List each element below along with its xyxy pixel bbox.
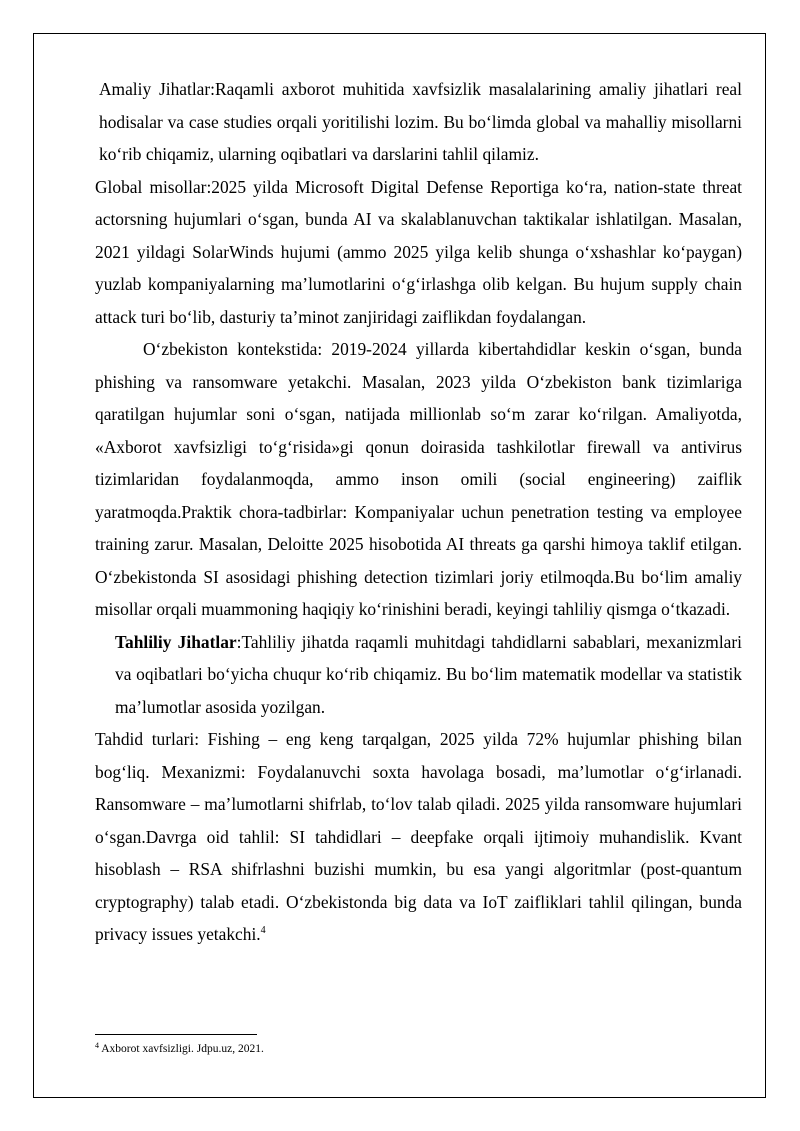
footnote [95,1042,264,1056]
paragraph-tahdid-turlari [95,723,742,951]
footnote-separator [95,1034,257,1035]
paragraph-global-misollar: Global misollar:2025 yilda Microsoft Digital Defense Reportiga ko‘ra, nation-state threat actorsning hujumlari o‘sgan, bunda AI va skalablanuvchan taktikalar ishlatilgan. Masalan, 2021 yildagi SolarWinds hujumi (ammo 2025 yilga kelib shunga o‘xshashlar ko‘paygan) yuzlab kompaniyalarning ma’lumotlarini o‘g‘irlashga olib kelgan. Bu hujum supply chain attack turi bo‘lib, dasturiy ta’minot zanjiridagi zaiflikdan foydalangan. [95,176,742,327]
section-heading-tahliliy: Tahliliy Jihatlar [115,631,237,652]
document-body [95,73,742,951]
paragraph-uzbekiston-kontekst: O‘zbekiston kontekstida: 2019-2024 yillarda kibertahdidlar keskin o‘sgan, bunda phishing va ransomware yetakchi. Masalan, 2023 yilda O‘zbekiston bank tizimlariga qaratilgan hujumlar soni o‘sgan, natijada millionlab so‘m zarar ko‘rilgan. Amaliyotda, «Axborot xavfsizligi to‘g‘risida»gi qonun doirasida tashkilotlar firewall va antivirus tizimlaridan foydalanmoqda, ammo inson omili (social engineering) zaiflik yaratmoqda.Praktik chora-tadbirlar: Kompaniyalar uchun penetration testing va employee training zarur. Masalan, Deloitte 2025 hisobotida AI threats ga qarshi himoya taklif etilgan. O‘zbekistonda SI asosidagi phishing detection tizimlari joriy etilmoqda.Bu bo‘lim amaliy misollar orqali muammoning haqiqiy ko‘rinishini beradi, keyingi tahliliy qismga o‘tkazadi. [95,339,742,619]
footnote-marker: 4 [95,1041,99,1050]
paragraph-tahdid-text: Tahdid turlari: Fishing – eng keng tarqalgan, 2025 yilda 72% hujumlar phishing bilan bog‘liq. Mexanizmi: Foydalanuvchi soxta havolaga bosadi, ma’lumotlar o‘g‘irlanadi. Ransomware – ma’lumotlarni shifrlab, to‘lov talab qiladi. 2025 yilda ransomware hujumlari o‘sgan.Davrga oid tahlil: SI tahdidlari – deepfake orqali ijtimoiy muhandislik. Kvant hisoblash – RSA shifrlashni buzishi mumkin, bu esa yangi algoritmlar (post-quantum cryptography) talab etadi. O‘zbekistonda big data va IoT zaifliklari tahlil qilingan, bunda privacy issues yetakchi. [95,729,742,944]
paragraph-amaliy-jihatlar: Amaliy Jihatlar:Raqamli axborot muhitida xavfsizlik masalalarining amaliy jihatlari real hodisalar va case studies orqali yoritilishi lozim. Bu bo‘limda global va mahalliy misollarni ko‘rib chiqamiz, ularning oqibatlari va darslarini tahlil qilamiz. [99,79,742,164]
paragraph-tahliliy-text: :Tahliliy jihatda raqamli muhitdagi tahdidlarni sabablari, mexanizmlari va oqibatlari bo‘yicha chuqur ko‘rib chiqamiz. Bu bo‘lim matematik modellar va statistik ma’lumotlar asosida yozilgan. [115,631,742,717]
footnote-reference: 4 [260,925,266,936]
footnote-text: Axborot xavfsizligi. Jdpu.uz, 2021. [101,1043,264,1055]
paragraph-tahliliy-jihatlar [95,626,742,724]
